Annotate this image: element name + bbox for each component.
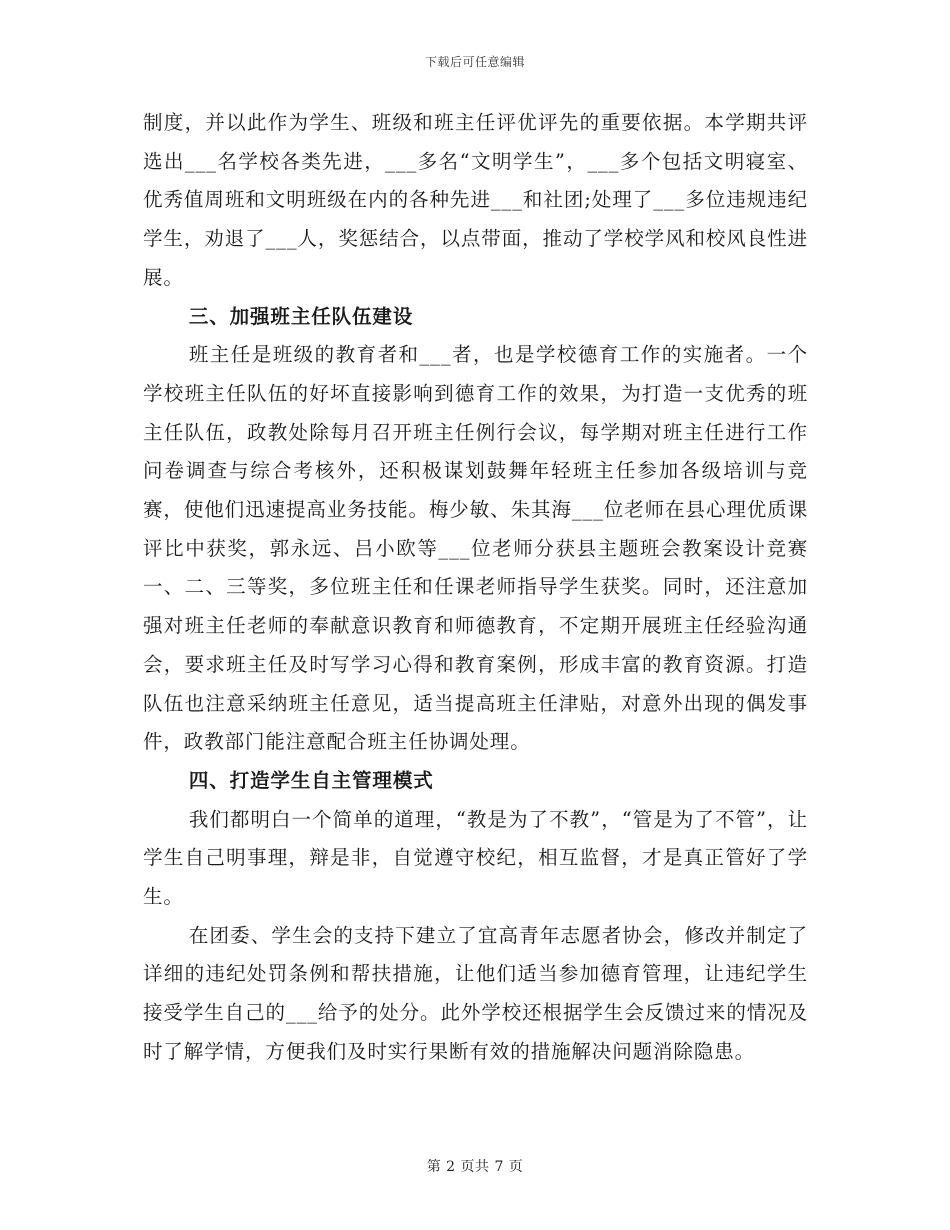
section-heading-3: 三、加强班主任队伍建设 <box>188 304 414 328</box>
paragraph-teacher-team: 班主任是班级的教育者和___者，也是学校德育工作的实施者。一个学校班主任队伍的好坏直接影响到德育工作的效果，为打造一支优秀的班主任队伍，政教处除每月召开班主任例行会议，每学期对班主任进行工作问卷调查与综合考核外，还积极谋划鼓舞年轻班主任参加各级培训与竞赛，使他们迅速提高业务技能。梅少敏、朱其海___位老师在县心理优质课评比中获奖，郭永远、吕小欧等___位老师分获县主题班会教案设计竞赛一、二、三等奖，多位班主任和任课老师指导学生获奖。同时，还注意加强对班主任老师的奉献意识教育和师德教育，不定期开展班主任经验沟通会，要求班主任及时写学习心得和教育案例，形成丰富的教育资源。打造队伍也注意采纳班主任意见，适当提高班主任津贴，对意外出现的偶发事件，政教部门能注意配合班主任协调处理。 <box>143 343 808 754</box>
paragraph-evaluation: 制度，并以此作为学生、班级和班主任评优评先的重要依据。本学期共评选出___名学校各类先进，___多名“文明学生”，___多个包括文明寝室、优秀值周班和文明班级在内的各种先进___和社团;处理了___多位违规违纪学生，劝退了___人，奖惩结合，以点带面，推动了学校学风和校风良性进展。 <box>143 111 808 289</box>
paragraph-self-management: 我们都明白一个简单的道理，“教是为了不教”，“管是为了不管”，让学生自己明事理，辩是非，自觉遵守校纪，相互监督，才是真正管好了学生。 <box>143 807 808 909</box>
page-number: 第 2 页共 7 页 <box>426 1159 524 1175</box>
document-body <box>143 104 808 1072</box>
paragraph-volunteer-association: 在团委、学生会的支持下建立了宜高青年志愿者协会，修改并制定了详细的违纪处罚条例和帮扶措施，让他们适当参加德育管理，让违纪学生接受学生自己的___给予的处分。此外学校还根据学生会反馈过来的情况及时了解学情，方便我们及时实行果断有效的措施解决问题消除隐患。 <box>143 923 808 1063</box>
page-header: 下载后可任意编辑 <box>424 55 525 69</box>
section-heading-4: 四、打造学生自主管理模式 <box>188 768 434 792</box>
